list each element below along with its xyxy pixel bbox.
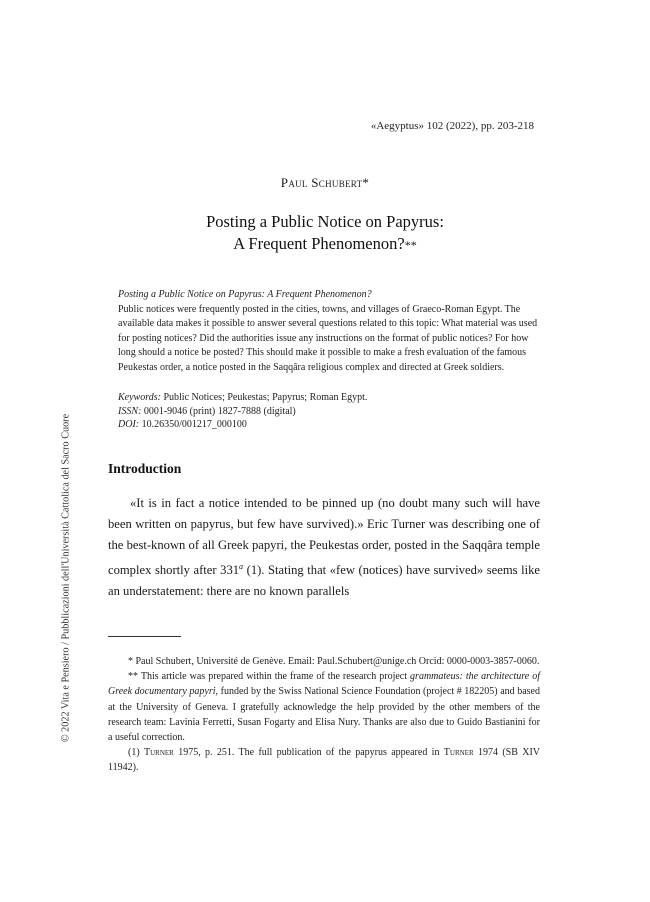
abstract-title: Posting a Public Notice on Papyrus: A Frequent Phenomenon? bbox=[118, 289, 372, 300]
issn-line bbox=[118, 405, 538, 419]
author-footnote-mark: * bbox=[362, 175, 370, 190]
body-paragraph: «It is in fact a notice intended to be pinned up (no doubt many such will have been written on papyrus, but few have survived).» Eric Turner was describing one of the best-known of all Greek papyri, the Peukestas order, posted in the Saqqâra temple complex shortly after 331$^a$ (1). Stating that «few (notices) have survived» seems like an understatement: there are no known parallels bbox=[108, 496, 540, 599]
doi-value: 10.26350/001217_000100 bbox=[141, 419, 247, 431]
section-heading: Introduction bbox=[108, 461, 182, 476]
keywords-line bbox=[118, 391, 538, 405]
footnote-divider bbox=[108, 636, 181, 637]
issn-label: ISSN: bbox=[118, 405, 142, 417]
doi-label: DOI: bbox=[118, 419, 140, 431]
keywords-label: Keywords: bbox=[118, 392, 161, 403]
abstract bbox=[118, 288, 538, 376]
author-line bbox=[0, 175, 650, 191]
title-line-1: Posting a Public Notice on Papyrus: bbox=[206, 212, 444, 231]
article-metadata bbox=[118, 391, 538, 432]
footnote-author: * Paul Schubert, Université de Genève. Email: Paul.Schubert@unige.ch Orcid: 0000-0003-3857-0060. bbox=[128, 656, 540, 667]
title-line-2: A Frequent Phenomenon?** bbox=[233, 234, 417, 253]
keywords-value: Public Notices; Peukestas; Papyrus; Roman Egypt. bbox=[163, 392, 368, 403]
author-name: Paul Schubert bbox=[280, 175, 363, 190]
footnote-1: (1) Turner 1975, p. 251. The full publication of the papyrus appeared in Turner 1974 (SB XIV 11942). bbox=[108, 747, 541, 774]
footnotes bbox=[108, 654, 540, 776]
copyright-sidebar: © 2022 Vita e Pensiero / Pubblicazioni dell'Università Cattolica del Sacro Cuore bbox=[60, 413, 72, 743]
abstract-text: Public notices were frequently posted in the cities, towns, and villages of Graeco-Roman Egypt. The available data makes it possible to answer several questions related to this topic: What material was used for posting notices? Did the authorities issue any instructions on the format of public notices? For how long should a notice be posted? This should make it possible to make a fresh evaluation of the famous Peukestas order, a notice posted in the Saqqâra religious complex and directed at Greek soldiers. bbox=[118, 303, 538, 373]
superscript-a: a bbox=[239, 562, 244, 571]
body-text bbox=[108, 493, 540, 602]
article-title bbox=[0, 211, 650, 256]
footnote-acknowledgement: ** This article was prepared within the frame of the research project grammateus: the architecture of Greek documentary papyri, funded by the Swiss National Science Foundation (project # 182205) and based at the University of Geneva. I gratefully acknowledge the help provided by the other members of the research team: Lavinia Ferretti, Susan Fogarty and Elisa Nury. Thanks are also due to Guido Bastianini for a useful correction. bbox=[108, 671, 541, 744]
issn-value: 0001-9046 (print) 1827-7888 (digital) bbox=[143, 405, 296, 417]
doi-line bbox=[118, 418, 538, 432]
title-footnote-mark: ** bbox=[404, 238, 417, 252]
journal-reference: «Aegyptus» 102 (2022), pp. 203-218 bbox=[370, 120, 534, 132]
